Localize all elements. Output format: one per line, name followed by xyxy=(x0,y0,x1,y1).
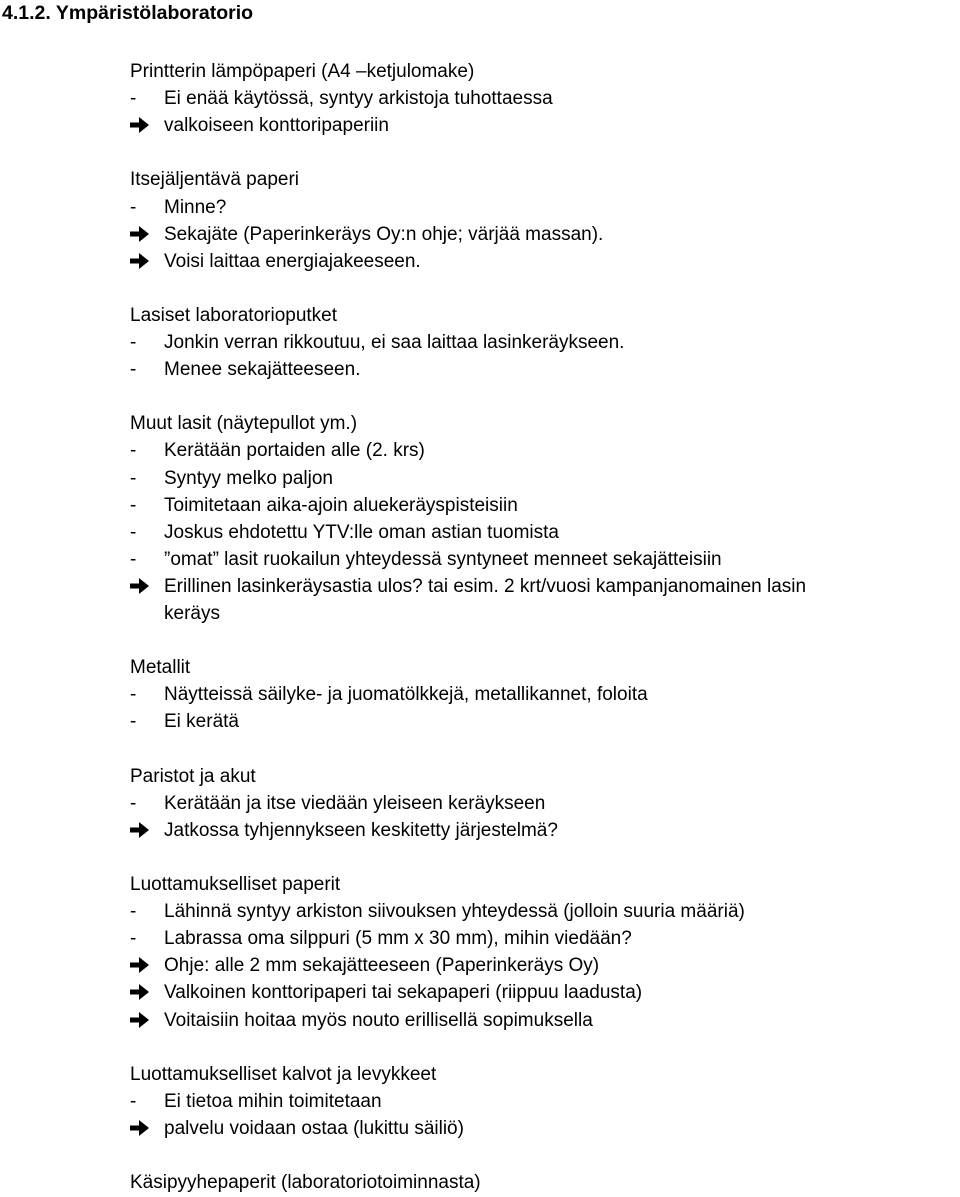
dash-marker: - xyxy=(130,548,137,570)
line-text: Labrassa oma silppuri (5 mm x 30 mm), mihin viedään? xyxy=(164,928,632,950)
line-text: Paristot ja akut xyxy=(130,765,256,787)
dash-marker: - xyxy=(130,440,137,462)
section-title: 4.1.2. Ympäristölaboratorio xyxy=(2,2,254,24)
right-arrow-icon xyxy=(130,1012,149,1028)
right-arrow-icon xyxy=(130,1120,149,1136)
line-text: Printterin lämpöpaperi (A4 –ketjulomake) xyxy=(130,61,475,82)
line-text: Ohje: alle 2 mm sekajätteeseen (Paperinkeräys Oy) xyxy=(164,955,600,977)
line-text: Jatkossa tyhjennykseen keskitetty järjestelmä? xyxy=(164,819,558,841)
right-arrow-icon xyxy=(130,984,149,1000)
line-text: Ei tietoa mihin toimitetaan xyxy=(164,1090,382,1112)
right-arrow-icon xyxy=(130,578,149,594)
dash-marker: - xyxy=(130,901,137,923)
dash-marker: - xyxy=(130,494,137,516)
dash-marker: - xyxy=(130,88,137,110)
line-text: Luottamukselliset kalvot ja levykkeet xyxy=(130,1063,437,1085)
line-text: Valkoinen konttoripaperi tai sekapaperi (riippuu laadusta) xyxy=(164,982,643,1004)
line-text: keräys xyxy=(164,603,220,624)
line-text: ”omat” lasit ruokailun yhteydessä syntyneet menneet sekajätteisiin xyxy=(164,548,722,570)
dash-marker: - xyxy=(130,1090,137,1112)
right-arrow-icon xyxy=(130,253,149,269)
dash-marker: - xyxy=(130,928,137,950)
line-text: Itsejäljentävä paperi xyxy=(130,169,299,191)
line-text: Sekajäte (Paperinkeräys Oy:n ohje; värjää massan). xyxy=(164,223,604,245)
line-text: Näytteissä säilyke- ja juomatölkkejä, metallikannet, foloita xyxy=(164,684,648,706)
line-text: Erillinen lasinkeräysastia ulos? tai esim. 2 krt/vuosi kampanjanomainen lasin xyxy=(164,575,807,597)
line-text: Metallit xyxy=(130,657,191,679)
line-text: Muut lasit (näytepullot ym.) xyxy=(130,413,358,435)
dash-marker: - xyxy=(130,467,137,489)
line-text: palvelu voidaan ostaa (lukittu säiliö) xyxy=(164,1117,464,1139)
dash-marker: - xyxy=(130,711,137,733)
line-text: Ei kerätä xyxy=(164,711,239,733)
line-text: Kerätään ja itse viedään yleiseen keräykseen xyxy=(164,792,546,814)
line-text: Joskus ehdotettu YTV:lle oman astian tuomista xyxy=(164,521,559,543)
right-arrow-icon xyxy=(130,226,149,242)
line-text: Menee sekajätteeseen. xyxy=(164,359,361,381)
right-arrow-icon xyxy=(130,822,149,838)
right-arrow-icon xyxy=(130,957,149,973)
dash-marker: - xyxy=(130,359,137,381)
line-text: valkoiseen konttoripaperiin xyxy=(164,115,389,137)
line-text: Voitaisiin hoitaa myös nouto erillisellä sopimuksella xyxy=(164,1009,593,1031)
dash-marker: - xyxy=(130,792,137,814)
line-text: Jonkin verran rikkoutuu, ei saa laittaa lasinkeräykseen. xyxy=(164,332,625,353)
line-text: Kerätään portaiden alle (2. krs) xyxy=(164,440,425,462)
dash-marker: - xyxy=(130,684,137,706)
line-text: Minne? xyxy=(164,196,227,218)
line-text: Ei enää käytössä, syntyy arkistoja tuhottaessa xyxy=(164,88,553,110)
right-arrow-icon xyxy=(130,117,149,133)
dash-marker: - xyxy=(130,196,137,218)
line-text: Toimitetaan aika-ajoin aluekeräyspisteisiin xyxy=(164,494,518,516)
line-text: Käsipyyhepaperit (laboratoriotoiminnasta) xyxy=(130,1172,481,1194)
line-text: Syntyy melko paljon xyxy=(164,467,333,489)
dash-marker: - xyxy=(130,332,137,353)
line-text: Voisi laittaa energiajakeeseen. xyxy=(164,250,421,272)
line-text: Lasiset laboratorioputket xyxy=(130,304,338,326)
dash-marker: - xyxy=(130,521,137,543)
line-text: Lähinnä syntyy arkiston siivouksen yhteydessä (jolloin suuria määriä) xyxy=(164,901,745,923)
line-text: Luottamukselliset paperit xyxy=(130,874,341,895)
